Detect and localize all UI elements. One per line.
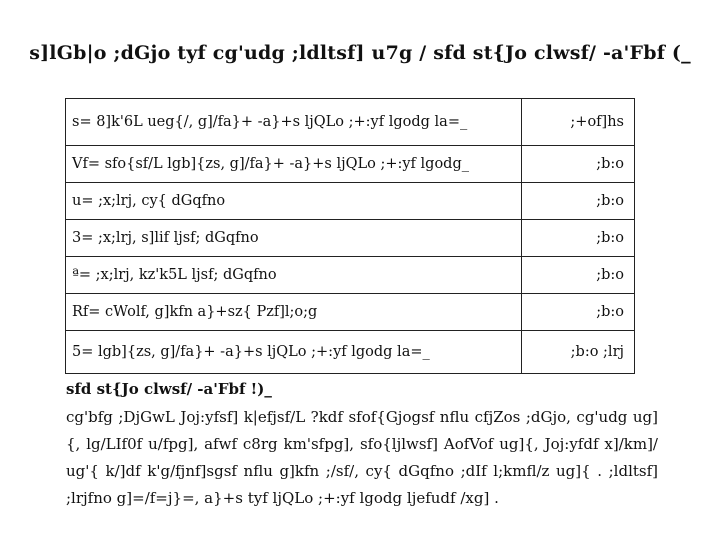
row-description: Vf= sfo{sf/L lgb]{zs, g]/fa}+ -a}+s ljQLo ;+:yf lgodg_ bbox=[66, 146, 522, 183]
row-description: 5= lgb]{zs, g]/fa}+ -a}+s ljQLo ;+:yf lgodg la=_ bbox=[66, 331, 522, 374]
row-role: ;+of]hs bbox=[522, 99, 635, 146]
table-row bbox=[66, 146, 635, 183]
section-heading: sfd st{Jo clwsf/ -a'Fbf !)_ bbox=[66, 380, 272, 398]
row-role: ;b:o bbox=[522, 294, 635, 331]
row-role: ;b:o bbox=[522, 220, 635, 257]
table-row bbox=[66, 257, 635, 294]
table-row bbox=[66, 294, 635, 331]
page-title: s]lGb|o ;dGjo tyf cg'udg ;ldltsf] u7g / sfd st{Jo clwsf/ -a'Fbf (_ bbox=[29, 42, 691, 64]
row-role: ;b:o bbox=[522, 183, 635, 220]
table-row bbox=[66, 183, 635, 220]
table-row bbox=[66, 331, 635, 374]
row-description: s= 8]k'6L ueg{/, g]/fa}+ -a}+s ljQLo ;+:yf lgodg la=_ bbox=[66, 99, 522, 146]
row-description: ª= ;x;lrj, kz'k5L ljsf; dGqfno bbox=[66, 257, 522, 294]
row-description: u= ;x;lrj, cy{ dGqfno bbox=[66, 183, 522, 220]
row-description: 3= ;x;lrj, s]lif ljsf; dGqfno bbox=[66, 220, 522, 257]
row-role: ;b:o bbox=[522, 257, 635, 294]
row-role: ;b:o ;lrj bbox=[522, 331, 635, 374]
row-description: Rf= cWolf, g]kfn a}+sz{ Pzf]l;o;g bbox=[66, 294, 522, 331]
row-role: ;b:o bbox=[522, 146, 635, 183]
section-paragraph: cg'bfg ;DjGwL Joj:yfsf] k|efjsf/L ?kdf sfof{Gjogsf nflu cfjZos ;dGjo, cg'udg ug]{, lg/LIf0f u/fpg], afwf c8rg km'sfpg], sfo{ljlwsf] AofVof ug]{, Joj:yfdf x]/km]/ ug'{ k/]df k'g/fjnf]sgsf nflu g]kfn ;/sf/, cy{ dGqfno ;dIf l;kmfl/z ug]{ . ;ldltsf] ;lrjfno g]=/f=j}=, a}+s tyf ljQLo ;+:yf lgodg ljefudf /xg] . bbox=[66, 408, 658, 507]
table-row bbox=[66, 99, 635, 146]
table-row bbox=[66, 220, 635, 257]
committee-table bbox=[65, 98, 635, 374]
